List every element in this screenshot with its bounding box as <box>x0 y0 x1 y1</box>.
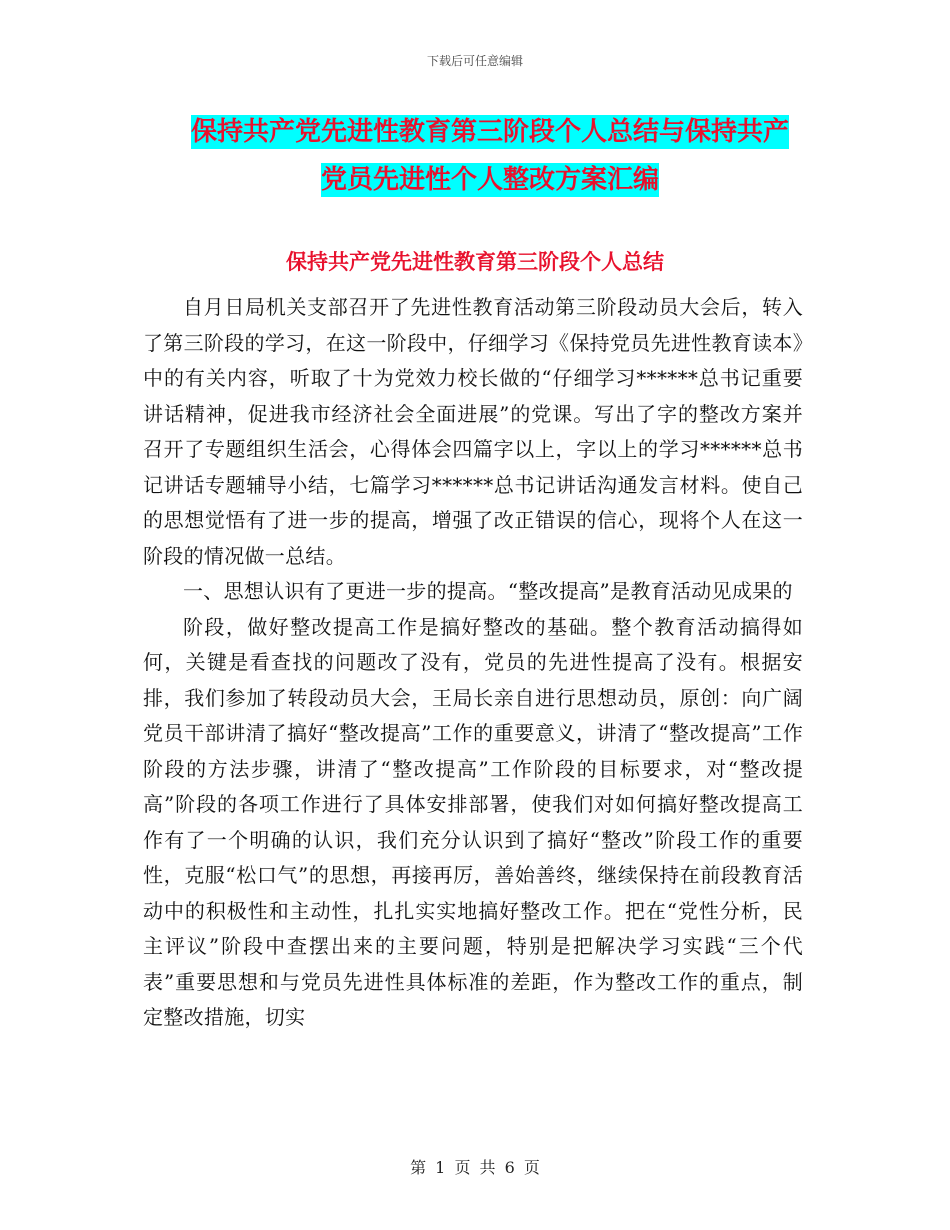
body-text <box>143 290 803 1036</box>
paragraph-intro: 自月日局机关支部召开了先进性教育活动第三阶段动员大会后，转入了第三阶段的学习，在这一阶段中，仔细学习《保持党员先进性教育读本》中的有关内容，听取了十为党效力校长做的“仔细学习******总书记重要讲话精神，促进我市经济社会全面进展”的党课。写出了字的整改方案并召开了专题组织生活会，心得体会四篇字以上，字以上的学习******总书记讲话专题辅导小结，七篇学习******总书记讲话沟通发言材料。使自己的思想觉悟有了进一步的提高，增强了改正错误的信心，现将个人在这一阶段的情况做一总结。 <box>143 295 803 568</box>
document-title <box>140 108 840 204</box>
title-line-2: 党员先进性个人整改方案汇编 <box>320 165 659 195</box>
header-note: 下载后可任意编辑 <box>426 54 523 68</box>
title-line-1: 保持共产党先进性教育第三阶段个人总结与保持共产 <box>190 117 789 147</box>
section-title: 保持共产党先进性教育第三阶段个人总结 <box>286 250 664 274</box>
page-footer: 第 1 页 共 6 页 <box>410 1158 540 1177</box>
paragraph-heading-1: 一、思想认识有了更进一步的提高。“整改提高”是教育活动见成果的 <box>183 579 793 603</box>
paragraph-body-1: 阶段，做好整改提高工作是搞好整改的基础。整个教育活动搞得如何，关键是看查找的问题改了没有，党员的先进性提高了没有。根据安排，我们参加了转段动员大会，王局长亲自进行思想动员，原创：向广阔党员干部讲清了搞好“整改提高”工作的重要意义，讲清了“整改提高”工作阶段的方法步骤，讲清了“整改提高”工作阶段的目标要求，对“整改提高”阶段的各项工作进行了具体安排部署，使我们对如何搞好整改提高工作有了一个明确的认识，我们充分认识到了搞好“整改”阶段工作的重要性，克服“松口气”的思想，再接再厉，善始善终，继续保持在前段教育活动中的积极性和主动性，扎扎实实地搞好整改工作。把在“党性分析，民主评议”阶段中查摆出来的主要问题，特别是把解决学习实践“三个代表”重要思想和与党员先进性具体标准的差距，作为整改工作的重点，制定整改措施，切实 <box>143 614 803 1029</box>
